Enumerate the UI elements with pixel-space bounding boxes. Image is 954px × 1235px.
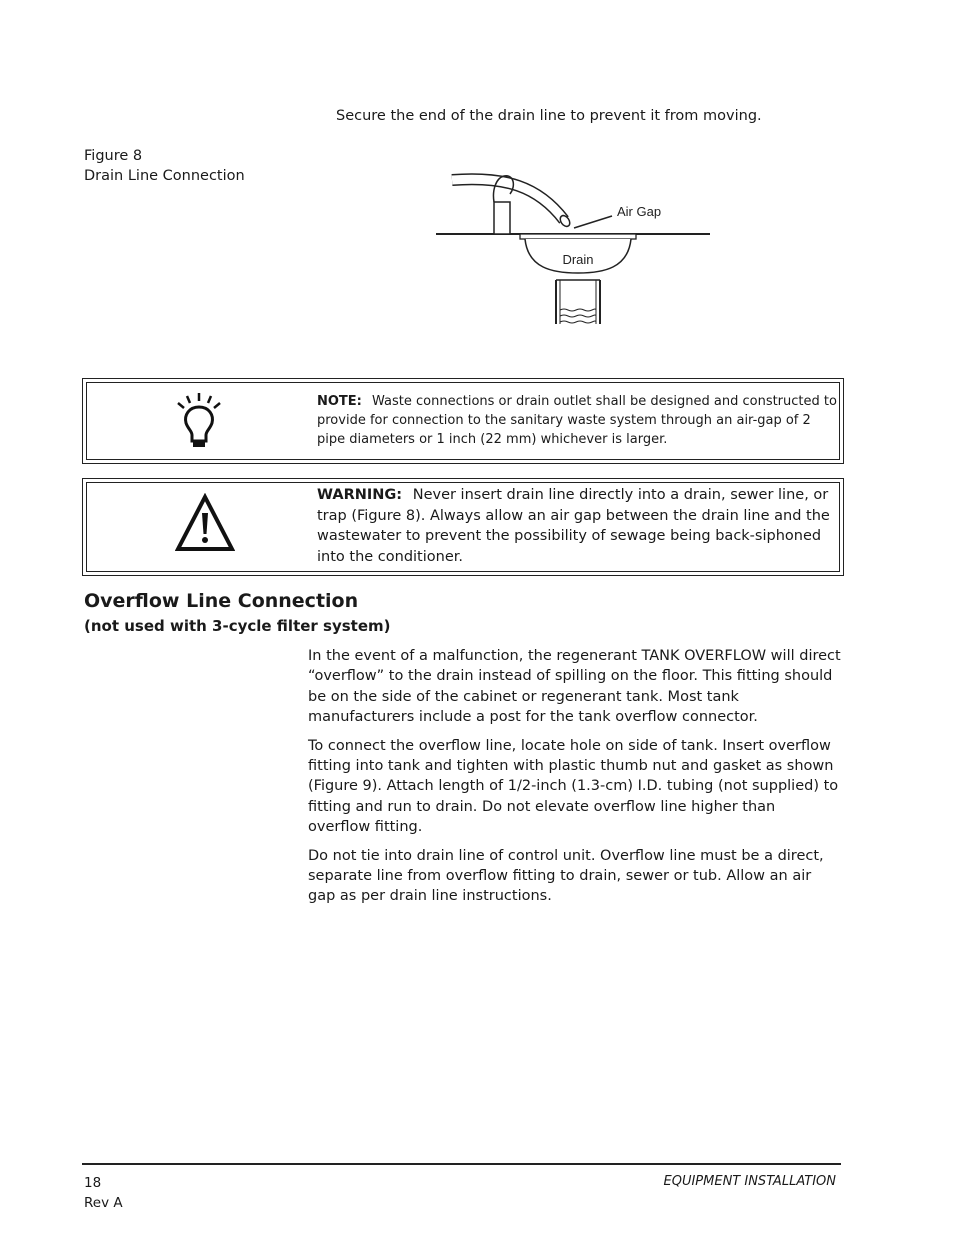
paragraph: In the event of a malfunction, the regenerant TANK OVERFLOW will direct “overflow” to the drain instead of spilling on the floor. This fitting should be on the side of the cabinet or regenerant tank. Most tank manufacturers include a post for the tank overflow connector. [308, 648, 841, 726]
section-subtitle: (not used with 3-cycle filter system) [84, 617, 391, 635]
water-wave-1 [560, 309, 596, 311]
footer-divider [82, 1163, 841, 1165]
air-gap-leader [574, 216, 612, 228]
revision: Rev A [84, 1195, 123, 1211]
note-label: NOTE: [317, 394, 362, 409]
warning-triangle-icon [175, 493, 235, 553]
water-wave-2 [560, 315, 596, 317]
drain-rim [520, 234, 636, 239]
air-gap-label: Air Gap [617, 204, 662, 219]
water-wave-3 [560, 321, 596, 323]
paragraph: To connect the overflow line, locate hole on side of tank. Insert overflow fitting into tank and tighten with plastic thumb nut and gasket as shown (Figure 9). Attach length of 1/2-inch (1.3-cm) I.D. tubing (not supplied) to fitting and run to drain. Do not elevate overflow line higher than overflow fitting. [308, 737, 839, 836]
figure-number: Figure 8 [84, 148, 143, 164]
footer-page-info [84, 1173, 123, 1213]
note-text [317, 392, 837, 449]
figure-caption: Drain Line Connection [84, 168, 245, 184]
warning-box [82, 478, 844, 576]
section-body [308, 646, 842, 915]
figure-label [84, 146, 245, 186]
warning-text [317, 485, 837, 567]
section-title: Overflow Line Connection [84, 590, 359, 612]
note-box [82, 378, 844, 464]
support-post [494, 202, 510, 234]
warning-body: Never insert drain line directly into a drain, sewer line, or trap (Figure 8). Always allow an air gap between the drain line and the wastewater to prevent the possibility of sewage being back-siphoned into the conditioner. [317, 487, 830, 565]
footer-section-name: EQUIPMENT INSTALLATION [663, 1174, 836, 1189]
paragraph: Do not tie into drain line of control unit. Overflow line must be a direct, separate line from overflow fitting to drain, sewer or tub. Allow an air gap as per drain line instructions. [308, 847, 824, 905]
note-body: Waste connections or drain outlet shall be designed and constructed to provide for connection to the sanitary waste system through an air-gap of 2 pipe diameters or 1 inch (22 mm) whichever is larger. [317, 394, 837, 447]
drain-label: Drain [562, 252, 594, 267]
warning-label: WARNING: [317, 487, 403, 503]
lightbulb-icon [175, 391, 223, 451]
intro-text: Secure the end of the drain line to prevent it from moving. [336, 108, 762, 124]
page-number: 18 [84, 1175, 102, 1191]
drain-line-diagram [430, 168, 720, 330]
